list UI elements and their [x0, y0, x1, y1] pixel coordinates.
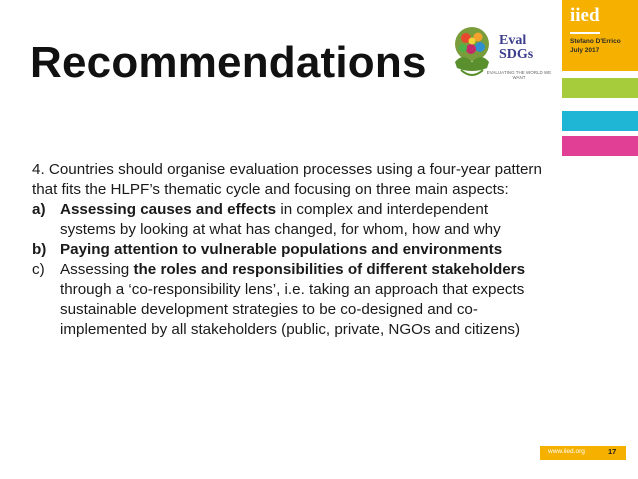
item-text: in complex and interdependent systems by looking at what has changed, for whom, how and why [60, 201, 501, 238]
intro-paragraph: 4. Countries should organise evaluation processes using a four-year pattern that fits the HLPF’s thematic cycle and focusing on three main aspects: [32, 161, 542, 198]
logo-line-2: SDGs [499, 47, 534, 62]
iied-brand-box [562, 0, 638, 71]
logo-tagline: EVALUATING THE WORLD WE WANT [486, 70, 552, 80]
list-item [32, 240, 542, 260]
item-bold-text: Paying attention to vulnerable populations and environments [60, 241, 503, 258]
logo-line-1: Eval [499, 33, 527, 48]
slide-body [32, 160, 542, 340]
presentation-date: July 2017 [570, 47, 600, 54]
eval-sdgs-logo [447, 12, 553, 90]
author-name: Stefano D'Errico [570, 38, 621, 45]
author-block [570, 37, 621, 55]
list-marker: c) [32, 261, 45, 278]
item-bold-text: the roles and responsibilities of different stakeholders [133, 261, 526, 278]
recommendation-list [32, 200, 542, 340]
list-marker: b) [32, 241, 47, 258]
page-number: 17 [608, 447, 617, 456]
blue-accent-bar [562, 111, 638, 131]
footer-bar [540, 446, 626, 460]
item-pre-text: Assessing [60, 261, 134, 278]
item-text: through a ‘co-responsibility lens’, i.e. taking an approach that expects sustainable development strategies to be co-designed and co-implemented by all stakeholders (public, private, NGOs and citizens) [60, 281, 525, 338]
list-item [32, 260, 542, 340]
item-bold-text: Assessing causes and effects [60, 201, 277, 218]
eval-sdgs-wordmark [499, 34, 533, 62]
slide-title: Recommendations [30, 38, 427, 87]
brand-divider [570, 32, 600, 34]
pink-accent-bar [562, 136, 638, 156]
list-marker: a) [32, 201, 46, 218]
iied-logo: iied [570, 5, 600, 26]
brand-sidebar [562, 0, 638, 160]
green-accent-bar [562, 78, 638, 98]
list-item [32, 200, 542, 240]
footer-url: www.iied.org [548, 448, 585, 455]
